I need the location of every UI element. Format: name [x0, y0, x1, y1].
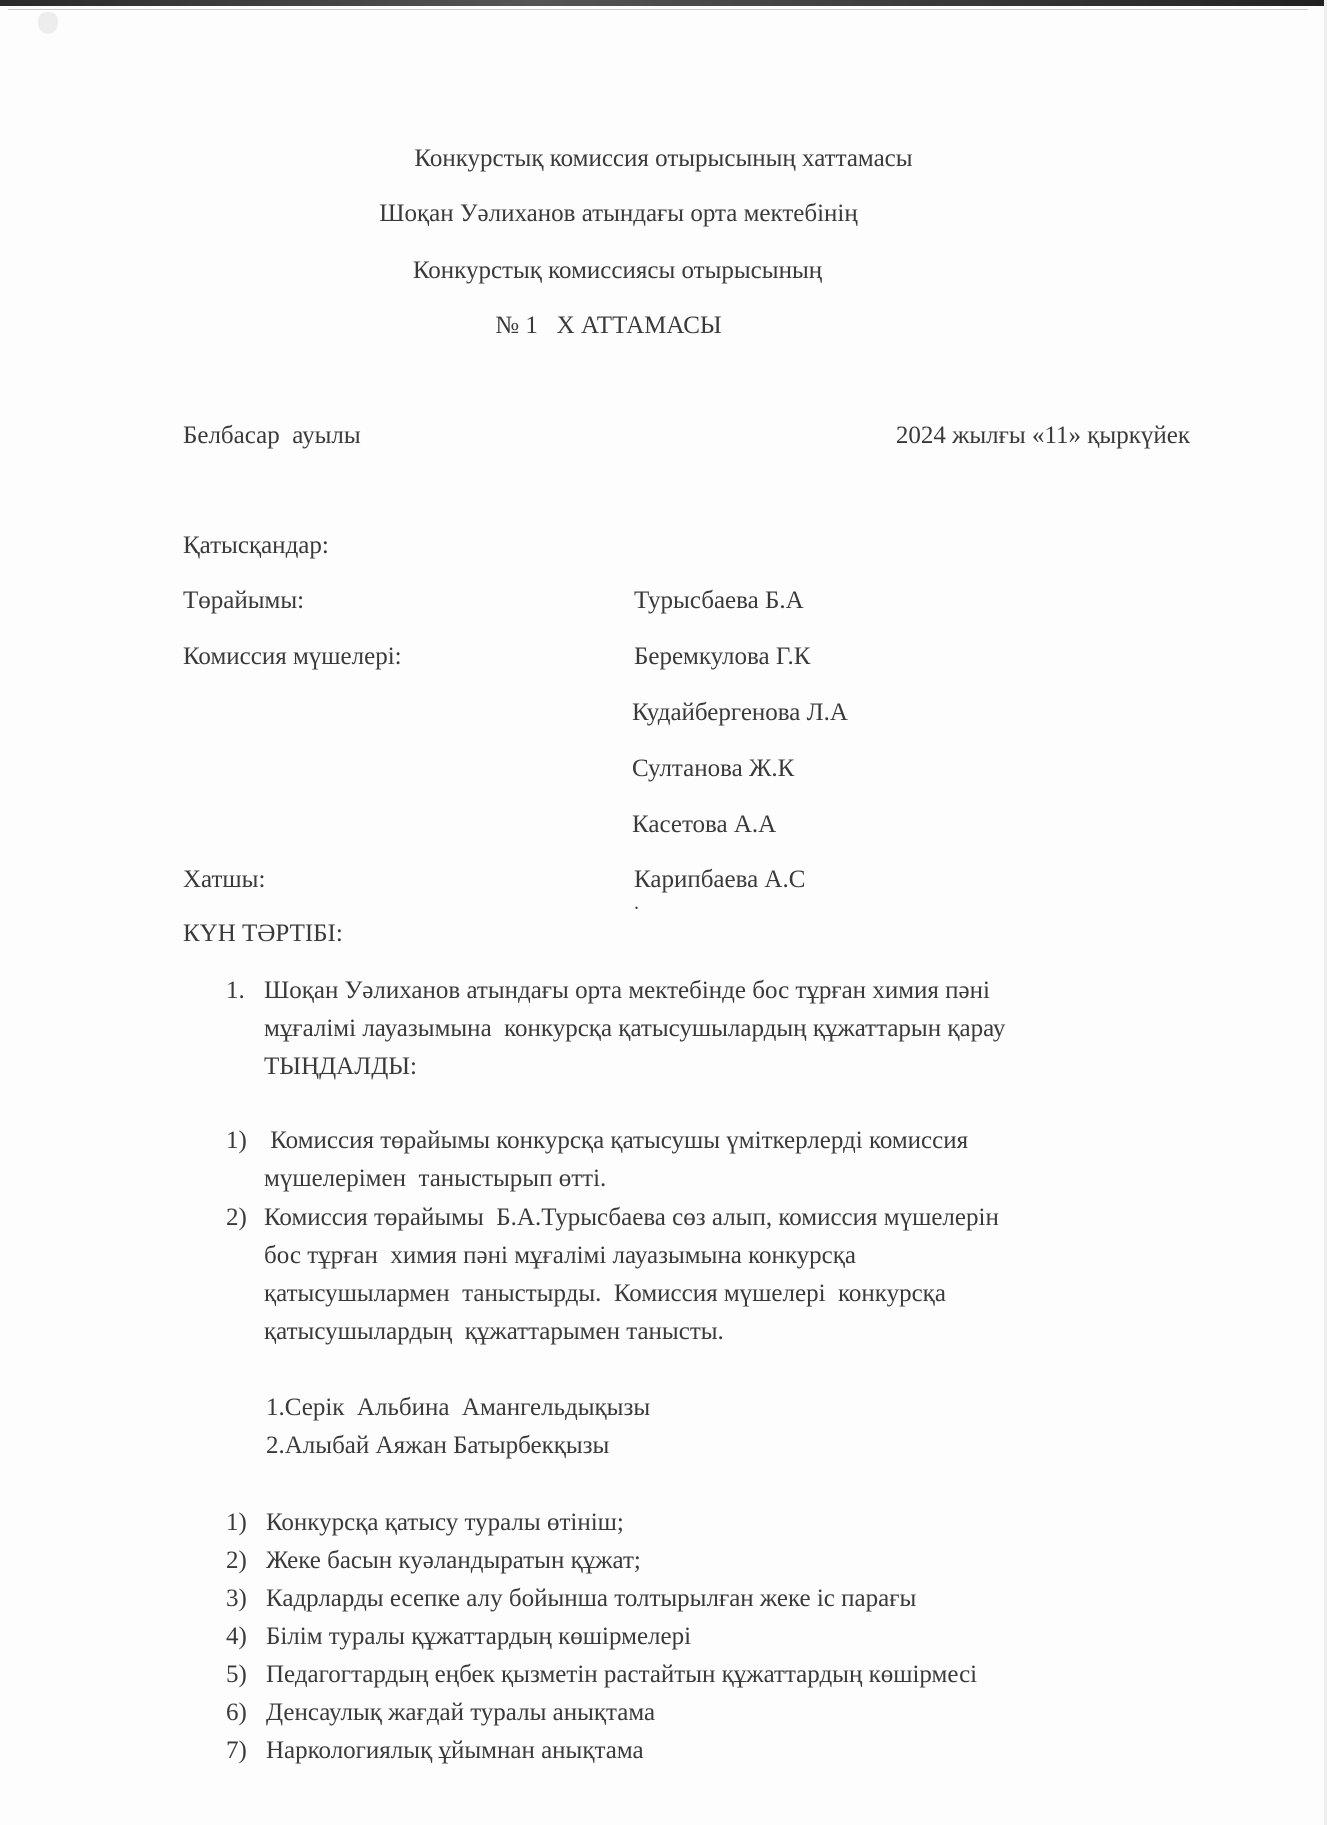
agenda-label: КҮН ТӘРТІБІ:	[183, 920, 343, 947]
members-label: Комиссия мүшелері:	[183, 643, 402, 670]
title-line-3: Конкурстық комиссиясы отырысының	[412, 257, 823, 284]
document-number: 4)	[226, 1623, 247, 1650]
stray-dot: .	[634, 892, 639, 914]
document-number: 2)	[226, 1547, 247, 1574]
secretary-name: Карипбаева А.С	[634, 866, 806, 893]
candidate: 1.Серік Альбина Амангельдықызы	[266, 1394, 651, 1421]
document-item: Педагогтардың еңбек қызметін растайтын құжаттардың көшірмесі	[266, 1661, 978, 1688]
document-item: Конкурсқа қатысу туралы өтініш;	[266, 1509, 624, 1536]
title-line-1: Конкурстық комиссия отырысының хаттамасы	[414, 145, 913, 172]
heard-item-text: қатысушылардың құжаттарымен танысты.	[264, 1318, 724, 1345]
document-item: Денсаулық жағдай туралы анықтама	[266, 1699, 656, 1726]
candidate: 2.Алыбай Аяжан Батырбекқызы	[266, 1432, 610, 1459]
scan-artifact	[38, 12, 58, 34]
participants-label: Қатысқандар:	[183, 532, 329, 559]
heard-label: ТЫҢДАЛДЫ:	[264, 1053, 417, 1080]
member-name: Султанова Ж.К	[632, 755, 795, 782]
heard-item-text: бос тұрған химия пәні мұғалімі лауазымына конкурсқа	[264, 1242, 857, 1269]
heard-item-number: 2)	[226, 1204, 247, 1231]
heard-item-text: мүшелерімен таныстырып өтті.	[264, 1165, 607, 1192]
document-number: 3)	[226, 1585, 247, 1612]
document-number: 6)	[226, 1699, 247, 1726]
agenda-item-text: Шоқан Уәлиханов атындағы орта мектебінде бос тұрған химия пәні	[264, 977, 990, 1004]
title-line-2: Шоқан Уәлиханов атындағы орта мектебінің	[379, 200, 858, 227]
heard-item-number: 1)	[226, 1127, 247, 1154]
heard-item-text: Комиссия төрайымы Б.А.Турысбаева сөз алып, комиссия мүшелерін	[264, 1204, 999, 1231]
agenda-item-text: мұғалімі лауазымына конкурсқа қатысушылардың құжаттарын қарау	[264, 1015, 1006, 1042]
place: Белбасар ауылы	[183, 422, 361, 449]
chair-label: Төрайымы:	[183, 587, 305, 614]
document-number: 1)	[226, 1509, 247, 1536]
document-item: Білім туралы құжаттардың көшірмелері	[266, 1623, 692, 1650]
member-name: Беремкулова Г.К	[634, 643, 811, 670]
member-name: Касетова А.А	[632, 811, 777, 838]
protocol-number: № 1 Х АТТАМАСЫ	[495, 312, 722, 339]
document-item: Жеке басын куәландыратын құжат;	[266, 1547, 641, 1574]
document-item: Кадрларды есепке алу бойынша толтырылған жеке іс парағы	[266, 1585, 917, 1612]
document-item: Наркологиялық ұйымнан анықтама	[266, 1737, 644, 1764]
document-number: 5)	[226, 1661, 247, 1688]
heard-item-text: Комиссия төрайымы конкурсқа қатысушы үміткерлерді комиссия	[264, 1127, 969, 1154]
date: 2024 жылғы «11» қыркүйек	[895, 422, 1190, 449]
chair-name: Турысбаева Б.А	[634, 587, 804, 614]
secretary-label: Хатшы:	[183, 866, 266, 893]
scan-top-line	[8, 9, 1308, 10]
member-name: Кудайбергенова Л.А	[632, 699, 848, 726]
document-number: 7)	[226, 1737, 247, 1764]
scan-top-edge	[0, 0, 1327, 6]
agenda-item-number: 1.	[226, 977, 245, 1004]
heard-item-text: қатысушылармен таныстырды. Комиссия мүшелері конкурсқа	[264, 1280, 946, 1307]
